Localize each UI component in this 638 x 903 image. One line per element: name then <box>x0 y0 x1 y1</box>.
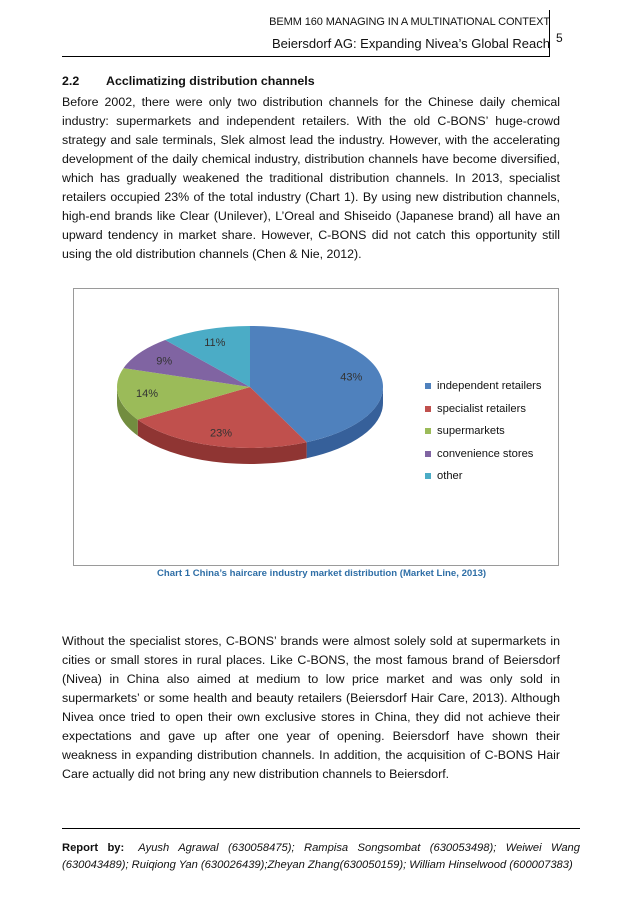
header-course: BEMM 160 MANAGING IN A MULTINATIONAL CONTEXT <box>269 16 550 28</box>
legend-item-other <box>425 465 542 488</box>
data-label-specialist-retailers: 23% <box>210 427 233 440</box>
legend-item-specialist-retailers <box>425 398 542 421</box>
section-number: 2.2 <box>62 74 80 88</box>
legend-swatch <box>425 406 431 412</box>
legend-swatch <box>425 473 431 479</box>
data-label-independent-retailers: 43% <box>340 371 363 384</box>
legend-item-supermarkets <box>425 420 542 443</box>
footer-authors: Ayush Agrawal (630058475); Rampisa Songsombat (630053498); Weiwei Wang (630043489); Ruiqiong Yan (630026439);Zheyan Zhang(630050159); William Hinselwood (600007383) <box>62 842 581 871</box>
paragraph-2: Without the specialist stores, C-BONS’ brands were almost solely sold at supermarkets in cities or small stores in rural places. Like C-BONS, the most famous brand of Beiersdorf (Nivea) in China also aimed at medium to low price market and was only sold in supermarkets’ or some health and beauty retailers (Beiersdorf Hair Care, 2013). Although Nivea once tried to open their own exclusive stores in China, they did not achieve their expectations and gave up after one year of opening. Beiersdorf have shown their weakness in expanding distribution channels. In addition, the acquisition of C-BONS Hair Care actually did not bring any new distribution channels to Beiersdorf. <box>62 634 560 781</box>
header-subtitle: Beiersdorf AG: Expanding Nivea’s Global Reach <box>272 36 550 51</box>
data-label-supermarkets: 14% <box>136 387 159 400</box>
data-label-convenience-stores: 9% <box>156 355 173 368</box>
footer-label: Report by: <box>62 842 125 854</box>
header-rule <box>62 56 550 57</box>
legend-label: convenience stores <box>437 447 534 460</box>
chart-legend <box>425 375 542 488</box>
legend-swatch <box>425 451 431 457</box>
data-label-other: 11% <box>204 337 226 350</box>
header-divider <box>549 10 550 56</box>
legend-item-convenience-stores <box>425 443 542 466</box>
section-title: Acclimatizing distribution channels <box>106 74 315 88</box>
legend-label: specialist retailers <box>437 402 526 415</box>
page-number: 5 <box>556 31 563 45</box>
legend-swatch <box>425 383 431 389</box>
chart-caption: Chart 1 China’s haircare industry market distribution (Market Line, 2013) <box>157 568 487 579</box>
legend-swatch <box>425 428 431 434</box>
legend-label: supermarkets <box>437 425 505 438</box>
legend-item-independent-retailers <box>425 375 542 398</box>
paragraph-1: Before 2002, there were only two distribution channels for the Chinese daily chemical industry: supermarkets and independent retailers. With the old C-BONS’ huge-crowd strategy and sale terminals, Slek almost lead the industry. However, with the accelerating development of the daily chemical industry, distribution channels have become diversified, which has gradually weakened the traditional distribution channels. In 2013, specialist retailers occupied 23% of the total industry (Chart 1). By using new distribution channels, high-end brands like Clear (Unilever), L’Oreal and Shiseido (Japanese brand) all have an upward tendency in market share. However, C-BONS did not catch this opportunity still using the old distribution channels (Chen & Nie, 2012). <box>62 95 560 261</box>
section-heading <box>62 74 315 88</box>
legend-label: independent retailers <box>437 380 542 393</box>
footer <box>62 840 580 874</box>
footer-rule <box>62 828 580 829</box>
legend-label: other <box>437 470 463 483</box>
